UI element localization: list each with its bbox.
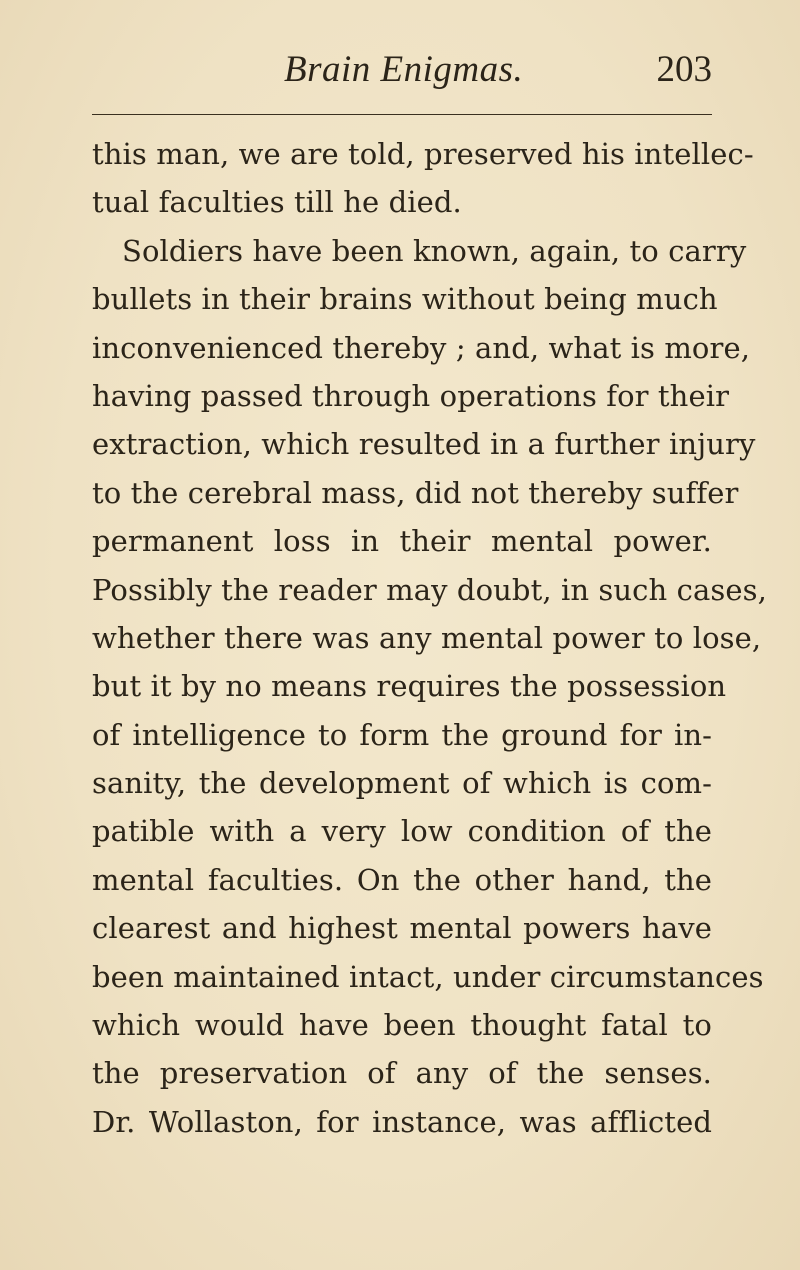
text-line: sanity, the development of which is com- [92, 766, 712, 801]
text-line: mental faculties. On the other hand, the [92, 862, 712, 897]
text-line: of intelligence to form the ground for in- [92, 717, 712, 752]
body-text [92, 130, 767, 1146]
text-line: this man, we are told, preserved his intellec- [92, 137, 754, 171]
text-line: been maintained intact, under circumstances [92, 959, 764, 994]
text-line: clearest and highest mental powers have [92, 911, 712, 946]
page-number: 203 [656, 49, 712, 90]
text-line: Dr. Wollaston, for instance, was afflicted [92, 1104, 712, 1139]
header-rule [92, 114, 712, 115]
text-line: tual faculties till he died. [92, 185, 462, 220]
text-line: inconvenienced thereby ; and, what is more, [92, 330, 751, 365]
text-line: which would have been thought fatal to [92, 1008, 712, 1043]
text-line: permanent loss in their mental power. [92, 524, 712, 559]
text-line: to the cerebral mass, did not thereby suffer [92, 475, 739, 510]
text-line: extraction, which resulted in a further injury [92, 427, 756, 462]
text-line: the preservation of any of the senses. [92, 1056, 712, 1091]
text-line: having passed through operations for their [92, 378, 730, 413]
text-line: patible with a very low condition of the [92, 814, 712, 849]
running-title: Brain Enigmas. [284, 49, 524, 90]
text-line: Possibly the reader may doubt, in such cases, [92, 572, 767, 607]
text-line: Soldiers have been known, again, to carry [122, 233, 747, 268]
text-line: whether there was any mental power to lose, [92, 620, 762, 655]
page-header [92, 48, 712, 104]
text-line: bullets in their brains without being much [92, 282, 718, 317]
text-line: but it by no means requires the possession [92, 669, 727, 704]
